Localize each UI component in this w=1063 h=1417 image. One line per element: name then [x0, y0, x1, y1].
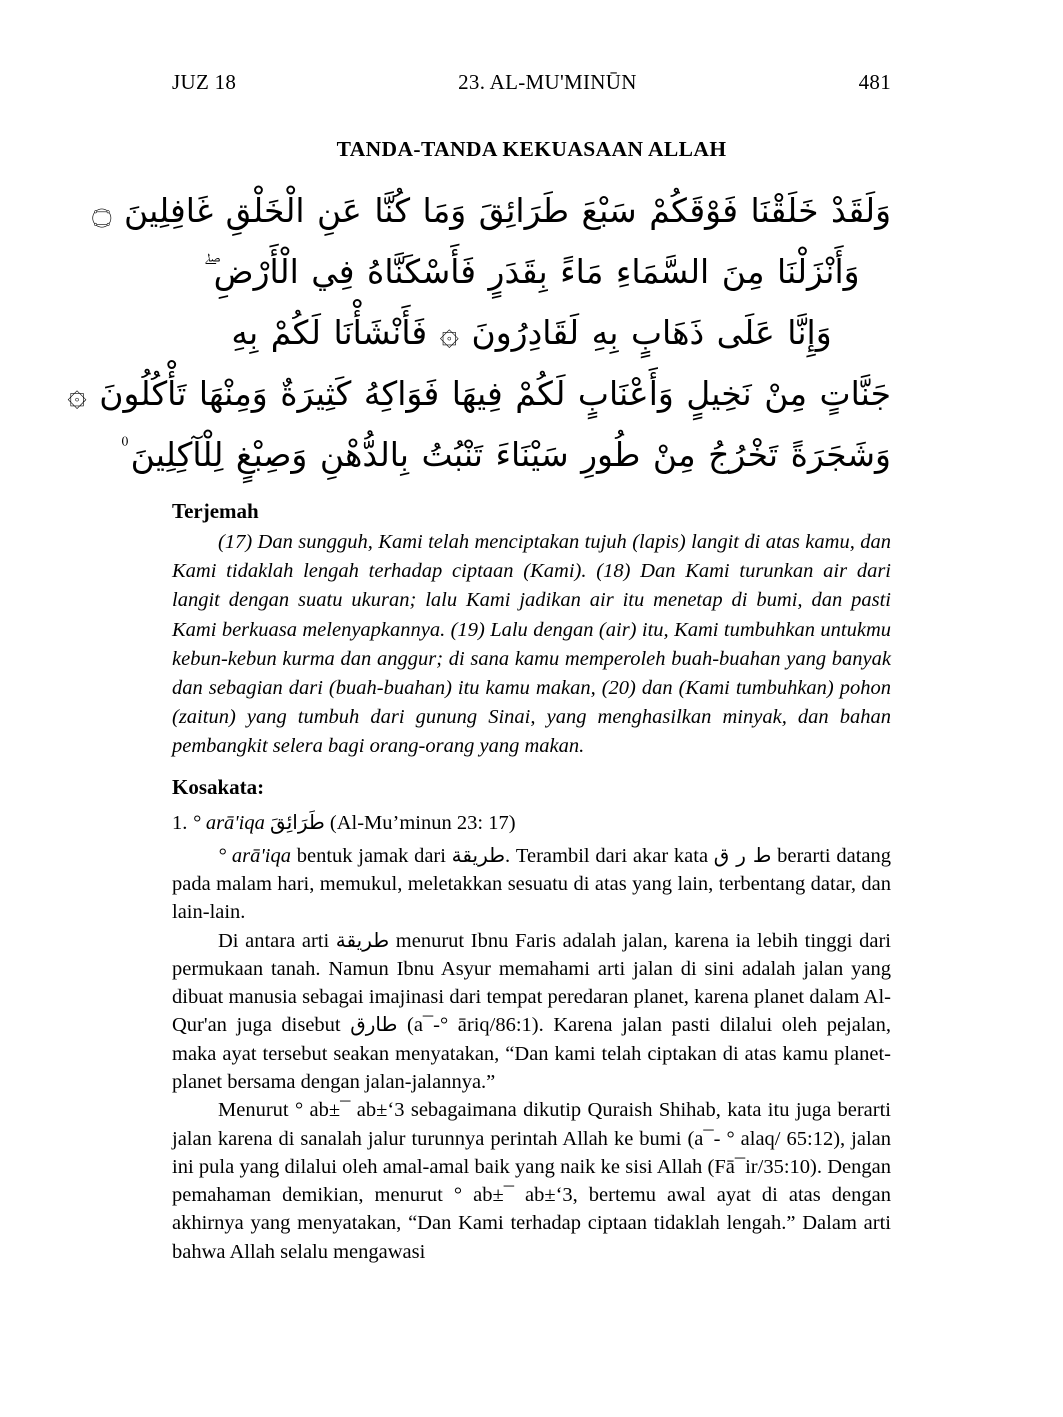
- quran-arabic-verses: [67, 180, 891, 485]
- arabic-line-4: جَنَّاتٍ مِنْ نَخِيلٍ وَأَعْنَابٍ لَكُمْ فِيهَا فَوَاكِهُ كَثِيرَةٌ وَمِنْهَا تَأْكُلُونَ ۞: [67, 374, 891, 414]
- surah-title: 23. AL-MU'MINŪN: [458, 70, 637, 94]
- vocabulary-entry-number: 1.: [172, 812, 188, 835]
- arabic-line-2: وَأَنْزَلْنَا مِنَ السَّمَاءِ مَاءً بِقَدَرٍ فَأَسْكَنَّاهُ فِي الْأَرْضِ ۖ: [203, 252, 860, 292]
- vocabulary-heading: Kosakata:: [172, 775, 265, 800]
- translation-heading: Terjemah: [172, 499, 259, 524]
- arabic-inline-term: ط ر ق: [713, 842, 772, 867]
- vocabulary-paragraph-1: [172, 842, 891, 927]
- running-head: [172, 70, 891, 95]
- vocabulary-entry: [172, 808, 891, 838]
- translation-text: (17) Dan sungguh, Kami telah menciptakan tujuh (lapis) langit di atas kamu, dan Kami tidaklah lengah terhadap ciptaan (Kami). (18) Dan Kami turunkan air dari langit dengan suatu ukuran; lalu Kami jadikan air itu menetap di bumi, dan pasti Kami berkuasa melenyapkannya. (19) Lalu dengan (air) itu, Kami tumbuhkan untukmu kebun-kebun kurma dan anggur; di sana kamu memperoleh buah-buahan yang banyak dan sebagian dari (buah-buahan) itu kamu makan, (20) dan (Kami tumbuhkan) pohon (zaitun) yang tumbuh dari gunung Sinai, yang menghasilkan minyak, dan bahan pembangkit selera bagi orang-orang yang makan.: [172, 531, 891, 757]
- arabic-line-5: وَشَجَرَةً تَخْرُجُ مِنْ طُورِ سَيْنَاءَ تَنْبُتُ بِالدُّهْنِ وَصِبْغٍ لِلْآكِلِينَ ۠: [120, 435, 891, 475]
- page-number: 481: [858, 70, 891, 94]
- juz-label: JUZ 18: [172, 70, 237, 94]
- body-text-run: Menurut ° ab±¯ ab±‘3 sebagaimana dikutip Quraish Shihab, kata itu juga berarti jalan karena di sanalah jalur turunnya perintah Allah ke bumi (a¯- ° alaq/ 65:12), jalan ini pula yang dilalui oleh amal-amal baik yang naik ke sisi Allah (Fā¯ir/35:10). Dengan pemahaman demikian, menurut ° ab±¯ ab±‘3, bertemu awal ayat di atas dengan akhirnya yang menyatakan, “Dan Kami terhadap ciptaan tidaklah lengah.” Dalam arti bahwa Allah selalu mengawasi: [172, 1099, 891, 1263]
- body-text-run: bentuk jamak dari: [291, 844, 452, 867]
- body-text-run: Di antara arti: [218, 929, 336, 952]
- arabic-inline-term: طارق: [350, 1012, 398, 1037]
- vocabulary-entry-reference: (Al-Mu’minun 23: 17): [329, 812, 516, 835]
- body-text-run: (a¯-° āriq/86:1). Karena jalan pasti dilalui oleh pejalan, maka ayat tersebut seakan menyatakan, “Dan kami telah ciptakan di atas kamu planet-planet bersama dengan jalan-jalannya.”: [172, 1014, 892, 1094]
- arabic-line-1: وَلَقَدْ خَلَقْنَا فَوْقَكُمْ سَبْعَ طَرَائِقَ وَمَا كُنَّا عَنِ الْخَلْقِ غَافِلِينَ ۝: [92, 191, 891, 230]
- arabic-inline-term: طريقة: [335, 927, 390, 952]
- vocabulary-paragraph-3: [172, 1096, 891, 1266]
- vocabulary-paragraph-2: [172, 927, 891, 1097]
- body-text-run: menurut Ibnu Faris adalah jalan, karena ia lebih tinggi dari permukaan tanah. Namun Ibnu Asyur memahami arti jalan di sini adalah jalan yang dibuat manusia sebagai imajinasi dari tempat peredaran planet, karena planet dalam Al-Qur'an juga disebut: [172, 929, 891, 1037]
- vocabulary-entry-term-arabic: طَرَائِقَ: [270, 810, 325, 835]
- arabic-line-3: وَإِنَّا عَلَى ذَهَابٍ بِهِ لَقَادِرُونَ ۞ فَأَنْشَأْنَا لَكُمْ بِهِ: [231, 313, 832, 353]
- body-text-run: . Terambil dari akar kata: [505, 844, 714, 867]
- transliterated-term: ° arā'iqa: [218, 844, 291, 867]
- arabic-inline-term: طريقة: [451, 842, 506, 867]
- body-text-run: berarti datang pada malam hari, memukul, meletakkan sesuatu di atas yang lain, terbentang datar, dan lain-lain.: [172, 844, 891, 924]
- section-title: TANDA-TANDA KEKUASAAN ALLAH: [336, 137, 727, 161]
- vocabulary-entry-term-latin: ° arā'iqa: [192, 812, 265, 835]
